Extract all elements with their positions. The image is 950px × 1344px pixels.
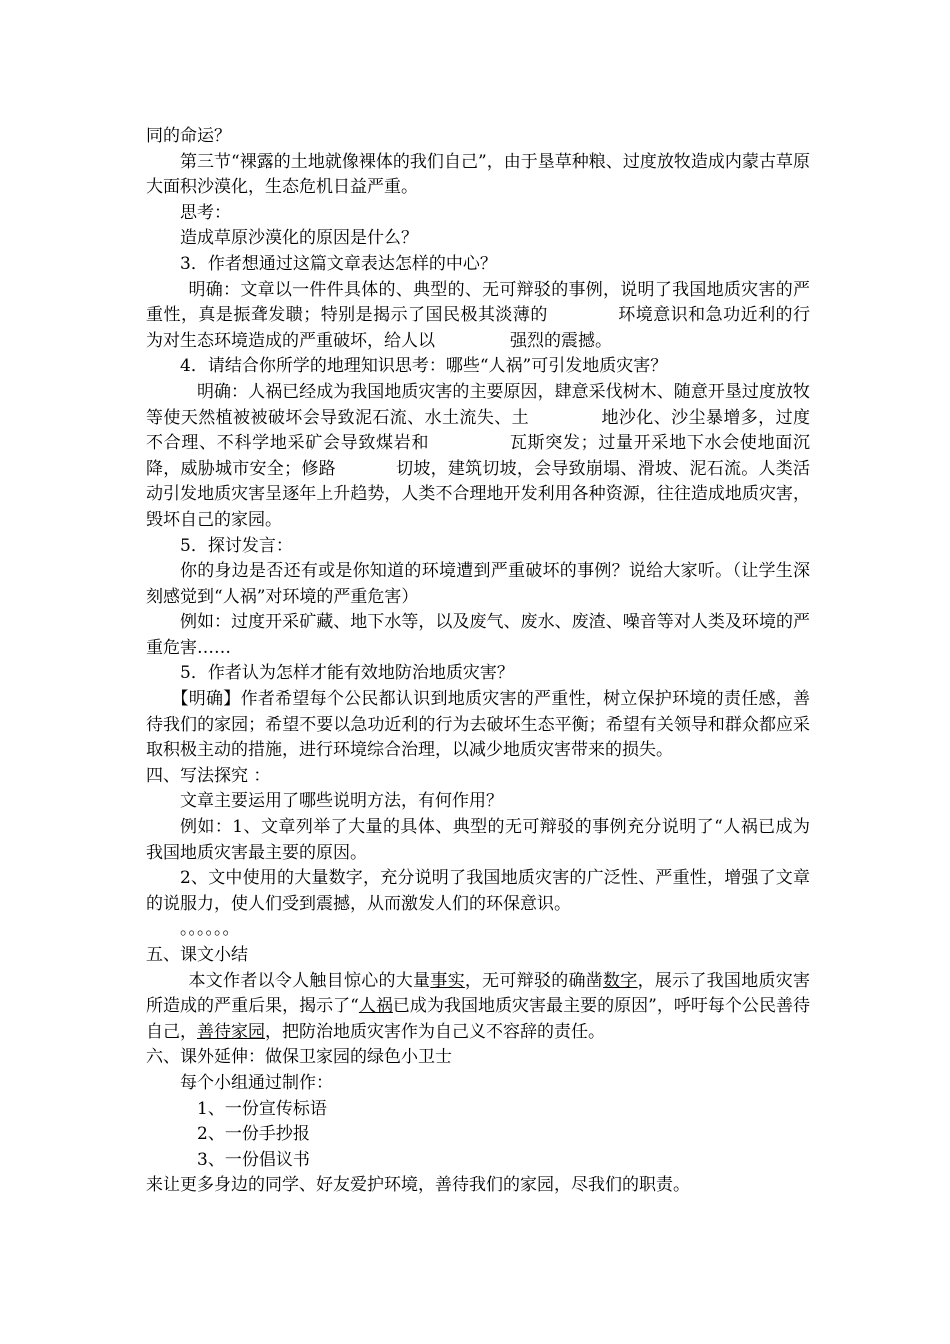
answer-3-part-a: 明确：文章以一件件具体的、典型的、无可辩驳的事例，说明了我国地质灾害的严重性，真是振聋发聩；特别是揭示了国民极其淡薄的 — [146, 279, 810, 326]
answer-4 — [146, 380, 810, 534]
question-5-discuss: 5．探讨发言： — [180, 535, 293, 556]
example-1: 例如：1、文章列举了大量的具体、典型的无可辩驳的事例充分说明了“人祸已成为我国地质灾害最主要的原因。 — [146, 817, 810, 863]
answer-3-part-b: 环境意识和急功近利的行为对生态环境造成的严重破坏，给人以 — [146, 305, 811, 351]
heading-summary: 五、课文小结 — [146, 945, 248, 965]
summary-underline-home: 善待家园 — [197, 1021, 265, 1042]
task-proposal: 3、一份倡议书 — [197, 1149, 310, 1170]
answer-4-part-d: 切坡，建筑切坡，会导致崩塌、滑坡、泥石流。人类活动引发地质灾害呈逐年上升趋势，人类不合理地开发利用各种资源，往往造成地质灾害，毁坏自己的家园。 — [146, 458, 810, 530]
ellipsis-line: 。。。。。。 — [180, 919, 240, 940]
summary-underline-numbers: 数字 — [603, 970, 638, 991]
question-4: 4．请结合你所学的地理知识思考：哪些“人祸”可引发地质灾害？ — [180, 356, 668, 377]
para-groups: 每个小组通过制作： — [180, 1072, 333, 1093]
question-desertification: 造成草原沙漠化的原因是什么？ — [180, 228, 418, 249]
answer-5-label: 【明确】 — [171, 689, 241, 710]
document-page — [146, 124, 810, 1199]
line-fate: 同的命运？ — [146, 126, 231, 146]
heading-writing-methods: 四、写法探究 ： — [146, 765, 271, 786]
example-2: 2、文中使用的大量数字，充分说明了我国地质灾害的广泛性、严重性，增强了文章的说服力，使人们受到震撼，从而激发人们的环保意识。 — [146, 868, 810, 914]
answer-4-part-c: 瓦斯突发；过量开采地下水会使地面沉降，威胁城市安全；修路 — [146, 433, 811, 479]
summary-underline-facts: 事实 — [430, 970, 465, 991]
question-3: 3．作者想通过这篇文章表达怎样的中心？ — [180, 253, 497, 274]
para-example: 例如：过度开采矿藏、地下水等，以及废气、废水、废渣、噪音等对人类及环境的严重危害…… — [146, 612, 810, 658]
summary-part-e: ，把防治地质灾害作为自己义不容辞的责任。 — [265, 1021, 605, 1042]
summary-part-a: 本文作者以令人触目惊心的大量 — [188, 970, 431, 991]
para-discuss: 你的身边是否还有或是你知道的环境遭到严重破坏的事例？说给大家听。（让学生深刻感觉到“人祸”对环境的严重危害） — [146, 561, 810, 607]
summary-part-d: 已成为我国地质灾害最主要的原因”，呼吁每个公民善待自己， — [146, 996, 810, 1042]
task-slogan: 1、一份宣传标语 — [197, 1098, 327, 1119]
summary-part-b: ，无可辩驳的确凿 — [464, 970, 604, 991]
question-5-prevent: 5．作者认为怎样才能有效地防治地质灾害？ — [180, 663, 514, 684]
summary-part-c: ，展示了我国地质灾害所造成的严重后果，揭示了“ — [146, 970, 811, 1017]
label-think: 思考： — [180, 202, 231, 223]
answer-5-text: 作者希望每个公民都认识到地质灾害的严重性，树立保护环境的责任感，善待我们的家园；希望不要以急功近利的行为去破坏生态平衡；希望有关领导和群众都应采取积极主动的措施，进行环境综合治理，以减少地质灾害带来的损失。 — [146, 689, 811, 761]
answer-3-part-c: 强烈的震撼。 — [510, 330, 612, 351]
para-closing: 来让更多身边的同学、好友爱护环境，善待我们的家园，尽我们的职责。 — [146, 1175, 690, 1196]
answer-5 — [146, 687, 810, 764]
summary-underline-human-disaster: 人祸 — [358, 996, 393, 1017]
answer-4-part-b: 地沙化、沙尘暴增多，过度不合理、不科学地采矿会导致煤岩和 — [146, 407, 811, 454]
answer-4-part-a: 明确：人祸已经成为我国地质灾害的主要原因，肆意采伐树木、随意开垦过度放牧等使天然植被被破坏会导致泥石流、水土流失、土 — [146, 381, 810, 428]
para-summary — [146, 969, 810, 1046]
answer-3 — [146, 278, 810, 355]
para-section-three: 第三节“裸露的土地就像裸体的我们自己”，由于垦草种粮、过度放牧造成内蒙古草原大面积沙漠化，生态危机日益严重。 — [146, 151, 810, 198]
task-handwritten-paper: 2、一份手抄报 — [197, 1124, 310, 1145]
heading-extension: 六、课外延伸：做保卫家园的绿色小卫士 — [146, 1047, 452, 1068]
question-methods: 文章主要运用了哪些说明方法，有何作用？ — [180, 791, 503, 812]
